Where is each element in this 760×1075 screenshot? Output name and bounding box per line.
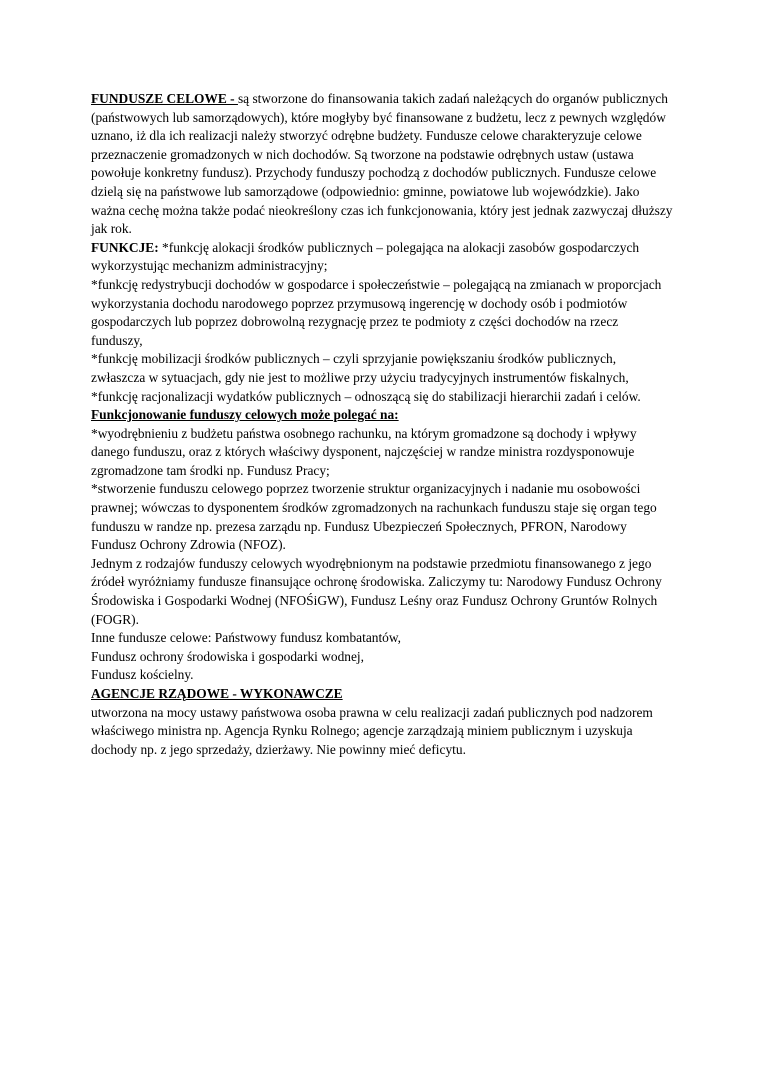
operation-item-church-fund: Fundusz kościelny. [91,667,194,683]
function-item-allocation: *funkcję alokacji środków publicznych – polegająca na alokacji zasobów gospodarczych wykorzystując mechanizm administracyjny; [91,239,640,274]
function-item-rationalization: *funkcję racjonalizacji wydatków publicznych – odnoszącą się do stabilizacji hierarchii zadań i celów. [91,388,641,404]
agencies-text: utworzona na mocy ustawy państwowa osoba prawna w celu realizacji zadań publicznych pod nadzorem właściwego ministra np. Agencja Rynku Rolnego; agencje zarządzają miniem publicznym i uzyskuja dochody np. z jego sprzedaży, dzierżawy. Nie powinny mieć deficytu. [91,704,653,757]
function-item-mobilization: *funkcję mobilizacji środków publicznych – czyli sprzyjanie powiększaniu środków publicznych, zwłaszcza w sytuacjach, gdy nie jest to możliwe przy użyciu tradycyjnych instrumentów fiskalnych, [91,351,629,385]
section-title-fundusze-celowe: FUNDUSZE CELOWE - [91,91,238,106]
agencies-title: AGENCJE RZĄDOWE - WYKONAWCZE [91,686,343,701]
section-text-fundusze-celowe: są stworzone do finansowania takich zadań należących do organów publicznych (państwowych lub samorządowych), które mogłyby być finansowane z budżetu, lecz z pewnych względów uznano, iż dla ich realizacji należy stworzyć odrębne budżety. Fundusze celowe charakteryzuje celowe przeznaczenie gromadzonych w nich dochodów. Są tworzone na podstawie odrębnych ustaw (ustawa powołuje konkretny fundusz). Przychody funduszy pochodzą z dochodów publicznych. Fundusze celowe dzielą się na państwowe lub samorządowe (odpowiednio: gminne, powiatowe lub wojewódzkie). Jako ważna cechę można także podać nieokreślony czas ich funkcjonowania, który jest jednak zazwyczaj dłuższy jak rok. [91,91,673,237]
operation-item-other-funds: Inne fundusze celowe: Państwowy fundusz kombatantów, [91,630,402,646]
function-item-redistribution: *funkcję redystrybucji dochodów w gospodarce i społeczeństwie – polegającą na zmianach w proporcjach wykorzystania dochodu narodowego poprzez przymusową ingerencję w dochody osób i podmiotów gospodarczych lub poprzez dobrowolną rezygnację przez te podmioty z części dochodów na rzecz funduszy, [91,276,662,348]
functions-paragraph [91,239,673,276]
operation-item-separate-account: *wyodrębnieniu z budżetu państwa osobnego rachunku, na którym gromadzone są dochody i wpływy danego funduszu, oraz z których właściwy dysponent, najczęściej w randze ministra rozdysponowuje zgromadzone tam środki np. Fundusz Pracy; [91,425,637,478]
section-fundusze-celowe [91,90,673,239]
operation-title: Funkcjonowanie funduszy celowych może polegać na: [91,407,399,423]
operation-item-environment-funds: Jednym z rodzajów funduszy celowych wyodrębnionym na podstawie przedmiotu finansowanego z jego źródeł wyróżniamy fundusze finansujące ochronę środowiska. Zaliczymy tu: Narodowy Fundusz Ochrony Środowiska i Gospodarki Wodnej (NFOŚiGW), Fundusz Leśny oraz Fundusz Ochrony Gruntów Rolnych (FOGR). [91,555,662,627]
operation-item-environment-fund: Fundusz ochrony środowiska i gospodarki wodnej, [91,648,364,664]
operation-item-organizational-structure: *stworzenie funduszu celowego poprzez tworzenie struktur organizacyjnych i nadanie mu osobowości prawnej; wówczas to dysponentem środków zgromadzonych na rachunkach funduszu staje się organ tego funduszu w randze np. prezesa zarządu np. Fundusz Ubezpieczeń Społecznych, PFRON, Narodowy Fundusz Ochrony Zdrowia (NFOZ). [91,481,657,553]
document-page [91,90,673,759]
functions-label: FUNKCJE: [91,239,159,255]
